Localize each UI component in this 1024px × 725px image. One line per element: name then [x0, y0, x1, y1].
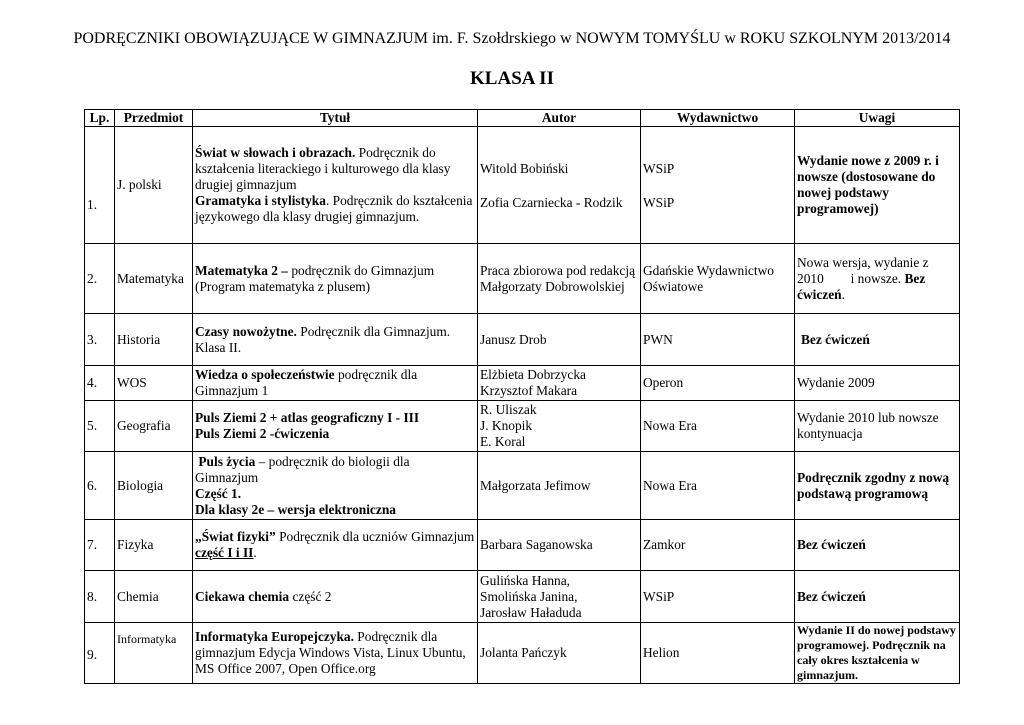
row-subject: WOS — [115, 366, 193, 401]
title-text: Podręcznik do kształcenia literackiego i kulturowego dla klasy drugiej gimnazjum — [195, 145, 451, 192]
table-row — [85, 244, 960, 314]
row-author: Barbara Saganowska — [478, 520, 641, 571]
row-lp: 4. — [85, 366, 115, 401]
row-author — [478, 366, 641, 401]
row-lp: 8. — [85, 571, 115, 623]
header-author: Autor — [478, 110, 641, 127]
row-author: Małgorzata Jefimow — [478, 452, 641, 520]
author-name: E. Koral — [480, 434, 526, 449]
row-author — [478, 401, 641, 452]
author-name: Smolińska Janina, — [480, 588, 578, 604]
title-text: podręcznik dla Gimnazjum 1 — [195, 367, 418, 398]
row-subject: J. polski — [115, 127, 193, 244]
row-notes: Bez ćwiczeń — [795, 520, 960, 571]
title-bold: Ciekawa chemia — [195, 588, 290, 604]
notes-text: Nowa wersja, wydanie z 2010 i nowsze. — [797, 254, 932, 286]
title-bold: Matematyka 2 – — [195, 262, 288, 278]
author-name: Witold Bobiński — [480, 160, 569, 176]
table-row — [85, 571, 960, 623]
title-bold: Dla klasy 2e – wersja elektroniczna — [195, 501, 396, 517]
row-publisher: PWN — [641, 314, 795, 366]
row-notes — [795, 244, 960, 314]
publisher-name: WSiP — [643, 160, 675, 176]
title-bold: „Świat fizyki” — [195, 529, 276, 544]
row-lp: 3. — [85, 314, 115, 366]
author-name: Jarosław Haładuda — [480, 604, 582, 620]
title-bold: Puls życia — [198, 453, 256, 469]
row-title — [193, 571, 478, 623]
header-title: Tytuł — [193, 110, 478, 127]
title-line: Puls Ziemi 2 + atlas geograficzny I - III — [195, 410, 420, 425]
row-subject: Geografia — [115, 401, 193, 452]
row-publisher: Zamkor — [641, 520, 795, 571]
title-bold: część I i II — [195, 545, 254, 560]
author-name: R. Uliszak — [480, 402, 537, 417]
title-bold: Informatyka Europejczyka. — [195, 629, 354, 644]
row-notes: Wydanie 2010 lub nowsze kontynuacja — [795, 401, 960, 452]
title-bold: Czasy nowożytne. — [195, 323, 297, 339]
row-notes: Wydanie II do nowej podstawy programowej. Podręcznik na cały okres kształcenia w gimnazjum. — [795, 623, 960, 684]
row-title — [193, 127, 478, 244]
row-subject: Matematyka — [115, 244, 193, 314]
row-subject: Chemia — [115, 571, 193, 623]
row-lp: 1. — [85, 127, 115, 244]
table-header-row — [85, 110, 960, 127]
row-author: Janusz Drob — [478, 314, 641, 366]
row-notes: Wydanie 2009 — [795, 366, 960, 401]
title-text: Klasa II. — [195, 339, 242, 355]
row-title — [193, 244, 478, 314]
row-lp: 5. — [85, 401, 115, 452]
title-text: – podręcznik do biologii dla Gimnazjum — [195, 453, 410, 485]
title-text: . Podręcznik do kształcenia językowego dla klasy drugiej gimnazjum. — [195, 193, 473, 224]
title-text: Podręcznik dla gimnazjum Edycja Windows Vista, Linux Ubuntu, MS Office 2007, Open Office.org — [195, 629, 466, 676]
row-publisher: Gdańskie Wydawnictwo Oświatowe — [641, 244, 795, 314]
row-publisher: Nowa Era — [641, 452, 795, 520]
row-notes: Bez ćwiczeń — [795, 571, 960, 623]
table-row — [85, 127, 960, 244]
author-name: Zofia Czarniecka - Rodzik — [480, 194, 623, 210]
row-title — [193, 623, 478, 684]
row-publisher: Operon — [641, 366, 795, 401]
row-title — [193, 314, 478, 366]
row-lp: 2. — [85, 244, 115, 314]
row-subject: Informatyka — [115, 623, 193, 684]
title-bold: Wiedza o społeczeństwie — [195, 367, 335, 382]
row-author — [478, 127, 641, 244]
row-publisher: Nowa Era — [641, 401, 795, 452]
row-subject: Historia — [115, 314, 193, 366]
row-lp: 7. — [85, 520, 115, 571]
header-publisher: Wydawnictwo — [641, 110, 795, 127]
title-text: . — [253, 545, 257, 560]
title-text: Podręcznik dla Gimnazjum. — [296, 323, 451, 339]
row-publisher: Helion — [641, 623, 795, 684]
textbook-table — [84, 109, 960, 684]
class-title: KLASA II — [470, 68, 554, 89]
row-lp: 6. — [85, 452, 115, 520]
row-notes: Bez ćwiczeń — [795, 314, 960, 366]
header-lp: Lp. — [85, 110, 115, 127]
row-subject: Fizyka — [115, 520, 193, 571]
row-publisher: WSiP — [641, 571, 795, 623]
header-notes: Uwagi — [795, 110, 960, 127]
notes-bold: Bez ćwiczeń — [797, 270, 929, 302]
title-bold: Gramatyka i stylistyka — [195, 193, 326, 208]
row-notes: Podręcznik zgodny z nową podstawą programową — [795, 452, 960, 520]
notes-text: . — [841, 286, 845, 302]
table-row — [85, 520, 960, 571]
row-title — [193, 401, 478, 452]
table-row — [85, 401, 960, 452]
table-row — [85, 452, 960, 520]
row-title — [193, 366, 478, 401]
author-name: Gulińska Hanna, — [480, 572, 570, 588]
title-text: część 2 — [289, 588, 332, 604]
header-subject: Przedmiot — [115, 110, 193, 127]
author-name: Krzysztof Makara — [480, 383, 578, 398]
title-bold: Część 1. — [195, 485, 242, 501]
table-row — [85, 366, 960, 401]
title-line: Puls Ziemi 2 -ćwiczenia — [195, 426, 330, 441]
row-author: Praca zbiorowa pod redakcją Małgorzaty Dobrowolskiej — [478, 244, 641, 314]
author-name: Elżbieta Dobrzycka — [480, 367, 586, 382]
row-author — [478, 571, 641, 623]
title-bold: Świat w słowach i obrazach. — [195, 145, 356, 160]
row-publisher — [641, 127, 795, 244]
title-text: podręcznik do Gimnazjum (Program matematyka z plusem) — [195, 262, 435, 294]
author-name: J. Knopik — [480, 418, 533, 433]
title-text: Podręcznik dla uczniów Gimnazjum — [275, 529, 475, 544]
document-heading: PODRĘCZNIKI OBOWIĄZUJĄCE W GIMNAZJUM im. F. Szołdrskiego w NOWYM TOMYŚLU w ROKU SZKOLNYM 2013/2014 — [73, 30, 951, 47]
row-subject: Biologia — [115, 452, 193, 520]
row-notes: Wydanie nowe z 2009 r. i nowsze (dostosowane do nowej podstawy programowej) — [795, 127, 960, 244]
row-title — [193, 452, 478, 520]
table-row — [85, 314, 960, 366]
row-title — [193, 520, 478, 571]
publisher-name: WSiP — [643, 194, 675, 210]
table-row — [85, 623, 960, 684]
row-author: Jolanta Pańczyk — [478, 623, 641, 684]
row-lp: 9. — [85, 623, 115, 684]
